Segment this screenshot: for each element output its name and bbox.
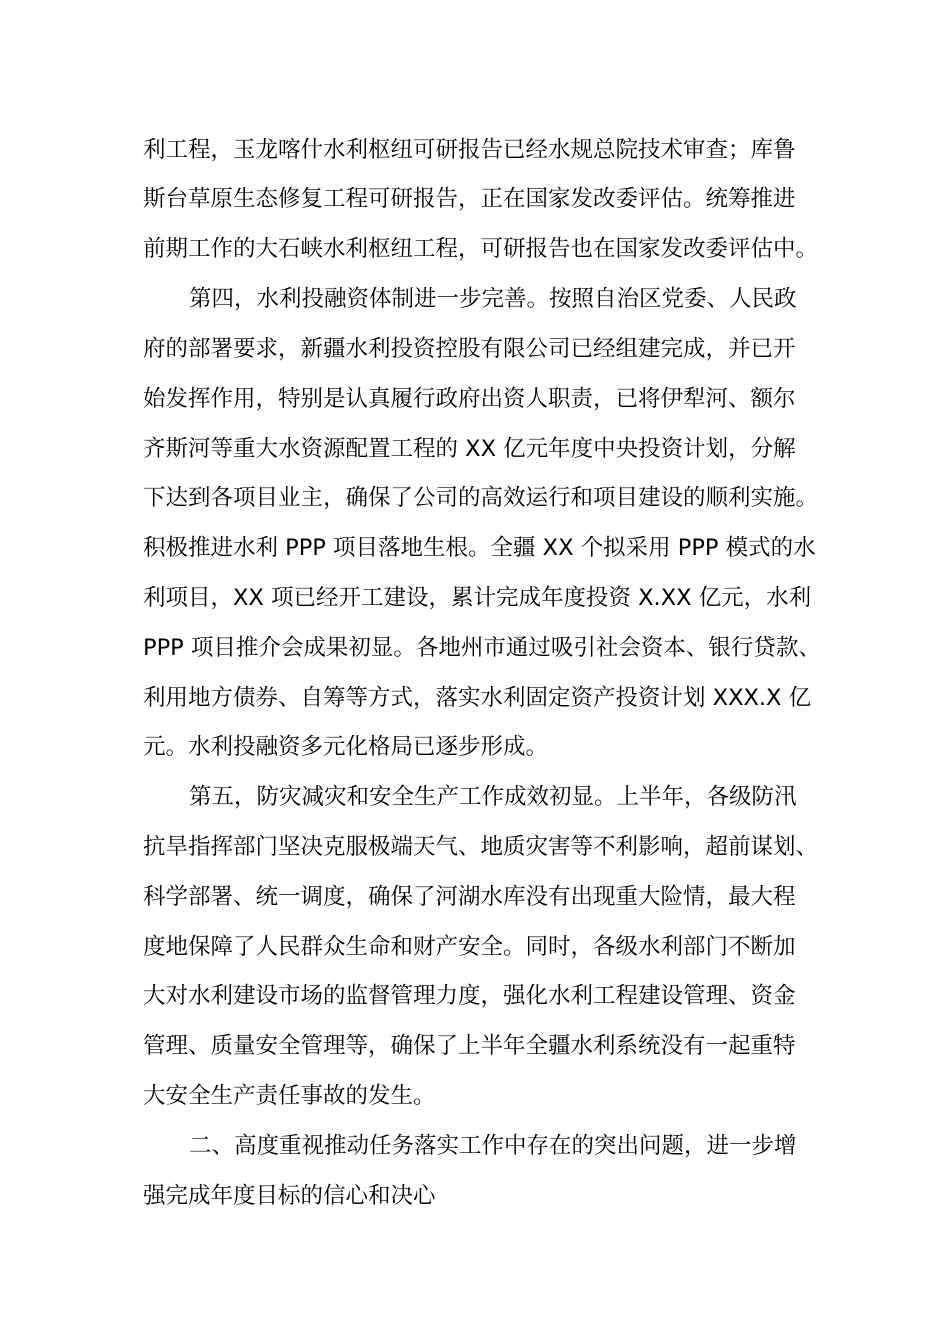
section-heading-line: 二、高度重视推动任务落实工作中存在的突出问题，进一步增 [189,1133,797,1159]
text-line: 利用地方债券、自筹等方式，落实水利固定资产投资计划 XXX.X 亿 [143,685,812,711]
text-line: 大安全生产责任事故的发生。 [143,1083,436,1109]
paragraph-start-line: 第四，水利投融资体制进一步完善。按照自治区党委、人民政 [189,286,797,312]
section-heading-line: 强完成年度目标的信心和决心 [143,1183,436,1209]
text-line: 积极推进水利 PPP 项目落地生根。全疆 XX 个拟采用 PPP 模式的水 [143,535,816,561]
text-line: 度地保障了人民群众生命和财产安全。同时，各级水利部门不断加 [143,934,796,960]
paragraph-start-line: 第五，防灾减灾和安全生产工作成效初显。上半年，各级防汛 [189,784,797,810]
text-line: 前期工作的大石峡水利枢纽工程，可研报告也在国家发改委评估中。 [143,236,819,262]
text-line: 元。水利投融资多元化格局已逐步形成。 [143,734,549,760]
text-line: PPP 项目推介会成果初显。各地州市通过吸引社会资本、银行贷款、 [143,635,821,661]
text-line: 大对水利建设市场的监督管理力度，强化水利工程建设管理、资金 [143,983,796,1009]
text-line: 斯台草原生态修复工程可研报告，正在国家发改委评估。统筹推进 [143,186,796,212]
text-line: 抗旱指挥部门坚决克服极端天气、地质灾害等不利影响，超前谋划、 [143,834,819,860]
text-line: 齐斯河等重大水资源配置工程的 XX 亿元年度中央投资计划，分解 [143,436,796,462]
text-line: 利项目，XX 项已经开工建设，累计完成年度投资 X.XX 亿元，水利 [143,585,812,611]
text-line: 始发挥作用，特别是认真履行政府出资人职责，已将伊犁河、额尔 [143,386,796,412]
text-line: 科学部署、统一调度，确保了河湖水库没有出现重大险情，最大程 [143,884,796,910]
text-line: 下达到各项目业主，确保了公司的高效运行和项目建设的顺利实施。 [143,485,819,511]
text-line: 利工程，玉龙喀什水利枢纽可研报告已经水规总院技术审查；库鲁 [143,137,796,163]
text-line: 管理、质量安全管理等，确保了上半年全疆水利系统没有一起重特 [143,1033,796,1059]
text-line: 府的部署要求，新疆水利投资控股有限公司已经组建完成，并已开 [143,336,796,362]
